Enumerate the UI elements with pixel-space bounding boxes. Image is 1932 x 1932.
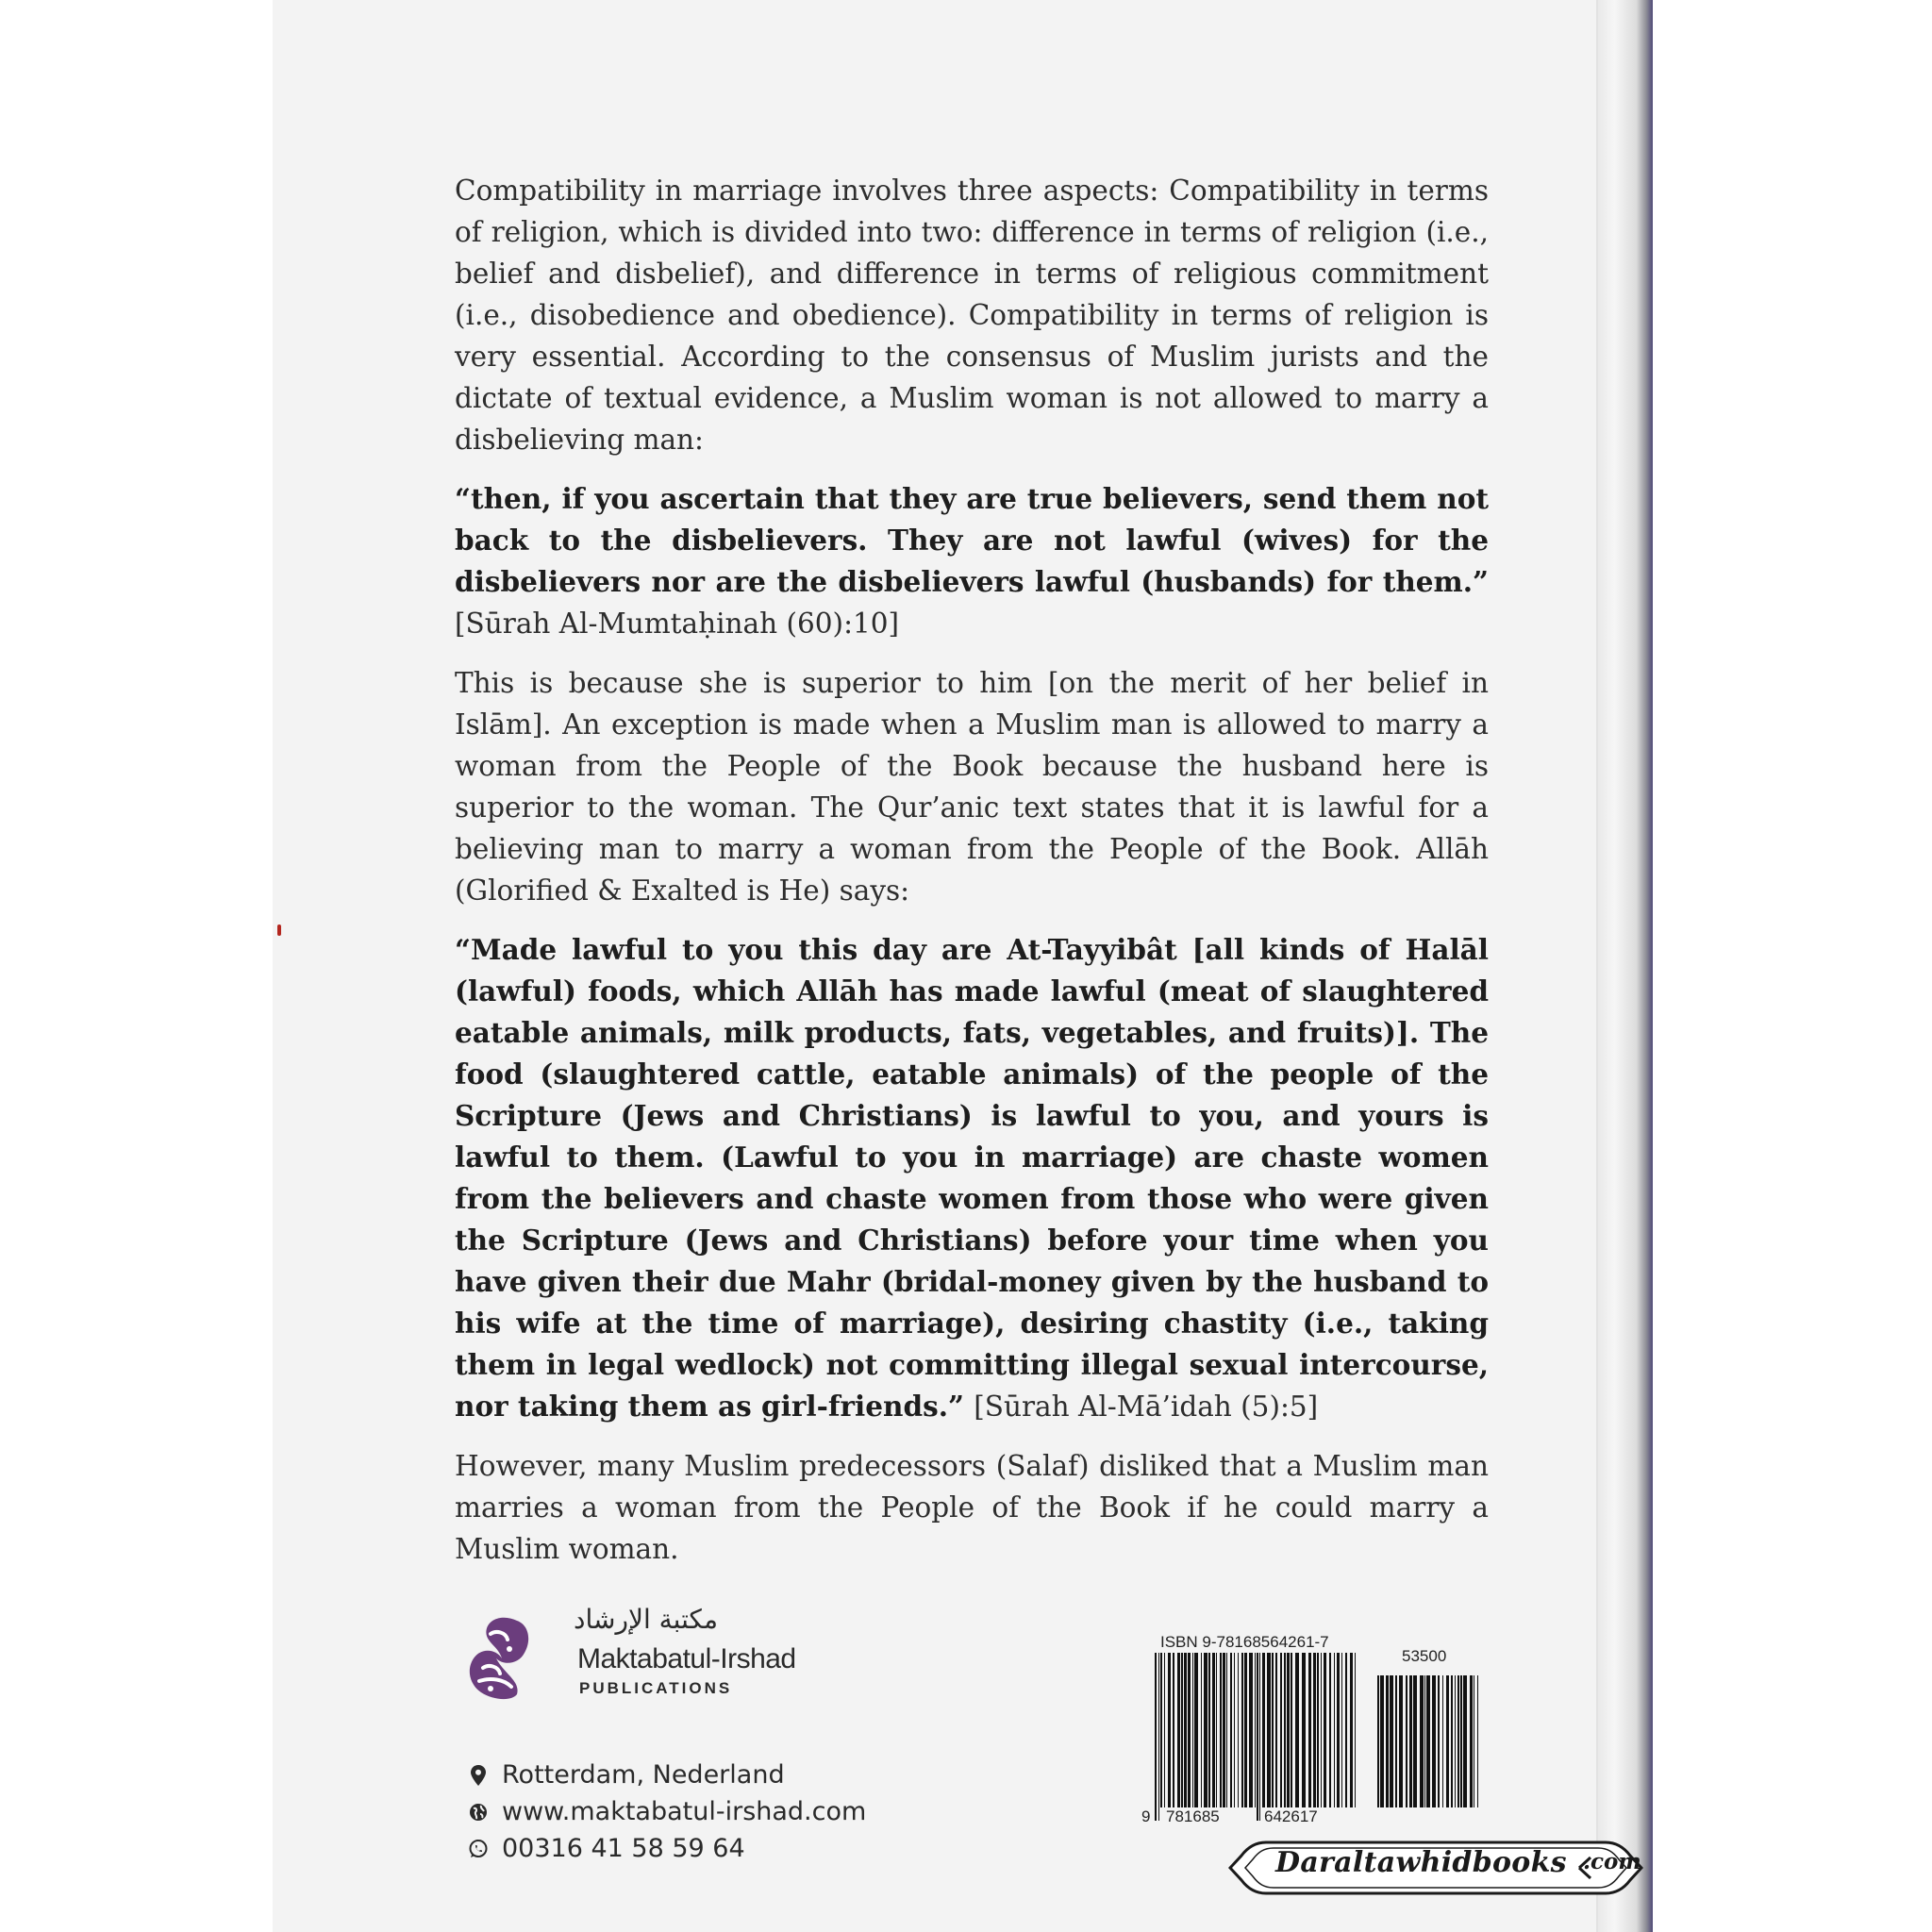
barcode-bar <box>1230 1653 1232 1807</box>
barcode-bar <box>1295 1653 1299 1807</box>
barcode-bar <box>1337 1653 1340 1807</box>
quran-quote-mumtahinah <box>455 478 1489 644</box>
barcode-bar <box>1275 1653 1277 1807</box>
barcode-bar <box>1380 1675 1384 1807</box>
barcode-bar <box>1201 1653 1202 1807</box>
barcode-bar <box>1249 1653 1253 1807</box>
barcode-bar <box>1341 1653 1342 1807</box>
quote-text: “Made lawful to you this day are At-Tayyibât [all kinds of Halāl (lawful) foods, which Allāh has made lawful (meat of slaughtered eatable animals, milk products, fats, vegetables, and fruits)]. The food (slaughtered cattle, eatable animals) of the people of the Scripture (Jews and Christians) is lawful to you, and yours is lawful to them. (Lawful to you in marriage) are chaste women from the believers and chaste women from those who were given the Scripture (Jews and Christians) before your time when you have given their due Mahr (bridal-money given by the husband to his wife at the time of marriage), desiring chastity (i.e., taking them in legal wedlock) not committing illegal sexual intercourse, nor taking them as girl-friends.” <box>455 933 1489 1423</box>
paragraph-exception: This is because she is superior to him [on the merit of her belief in Islām]. An exception is made when a Muslim man is allowed to marry a woman from the People of the Book because the husband here is superior to the woman. The Qur’anic text states that it is lawful for a believing man to marry a woman from the People of the Book. Allāh (Glorified & Exalted is He) says: <box>455 667 1489 907</box>
barcode-bar <box>1460 1675 1462 1807</box>
barcode-bar <box>1302 1653 1306 1807</box>
barcode-bar <box>1160 1653 1162 1807</box>
contact-location <box>466 1757 866 1793</box>
barcode-bar <box>1177 1653 1180 1807</box>
barcode-bar <box>1409 1675 1412 1807</box>
quote-reference: [Sūrah Al-Mā’idah (5):5] <box>974 1391 1319 1423</box>
barcode-bar <box>1184 1653 1187 1807</box>
contact-list <box>466 1757 866 1867</box>
website-text: www.maktabatul-irshad.com <box>502 1797 867 1826</box>
globe-icon <box>466 1803 491 1822</box>
barcode-bar <box>1216 1653 1217 1807</box>
barcode-bar <box>1244 1653 1247 1807</box>
quote-text: “then, if you ascertain that they are true believers, send them not back to the disbelievers. They are not lawful (wives) for the disbelievers nor are the disbelievers lawful (husbands) for them.” <box>455 482 1489 598</box>
barcode-bar <box>1399 1675 1403 1807</box>
barcode-bar <box>1334 1653 1335 1807</box>
publisher-arabic-name: مكتبة الإرشاد <box>574 1604 719 1635</box>
phone-text: 00316 41 58 59 64 <box>502 1834 745 1863</box>
barcode-bar <box>1463 1675 1467 1807</box>
barcode-bar <box>1324 1653 1326 1807</box>
publisher-logo-icon <box>462 1611 532 1702</box>
barcode-bar <box>1155 1653 1157 1821</box>
price-code-label: 53500 <box>1402 1647 1447 1665</box>
barcode-bar <box>1284 1653 1286 1807</box>
barcode-bar <box>1350 1653 1353 1807</box>
cover-text-block <box>455 170 1489 1588</box>
barcode-bar <box>1455 1675 1456 1807</box>
contact-phone <box>466 1830 866 1867</box>
isbn-barcode <box>1153 1653 1358 1821</box>
barcode-bar <box>1308 1653 1311 1807</box>
barcode-bar <box>1438 1675 1440 1807</box>
barcode-bar <box>1241 1653 1243 1807</box>
publisher-subtitle: PUBLICATIONS <box>579 1679 733 1697</box>
location-pin-icon <box>466 1765 491 1786</box>
barcode-bar <box>1291 1653 1292 1807</box>
ink-mark <box>277 924 281 936</box>
barcode-bar <box>1164 1653 1165 1807</box>
barcode-bar <box>1194 1653 1198 1807</box>
barcode-bar <box>1204 1653 1208 1807</box>
barcode-bar <box>1272 1653 1274 1807</box>
barcode-bar <box>1432 1675 1436 1807</box>
publisher-block <box>462 1604 858 1707</box>
barcode-bar <box>1313 1653 1316 1807</box>
barcode-bar <box>1188 1653 1191 1807</box>
barcode-bar <box>1234 1653 1235 1807</box>
barcode-bar <box>1223 1653 1225 1807</box>
barcode-bar <box>1220 1653 1222 1807</box>
barcode-bar <box>1329 1653 1331 1807</box>
barcode-bar <box>1280 1653 1282 1807</box>
isbn-label: ISBN 9-78168564261-7 <box>1160 1633 1329 1651</box>
barcode-bar <box>1255 1653 1256 1807</box>
barcode-bar <box>1158 1653 1159 1821</box>
barcode-bar <box>1406 1675 1407 1807</box>
barcode-bar <box>1257 1653 1258 1821</box>
barcode-bar <box>1451 1675 1453 1807</box>
barcode-bar <box>1212 1653 1215 1807</box>
contact-website <box>466 1793 866 1830</box>
barcode-bar <box>1226 1653 1227 1807</box>
barcode-bar <box>1390 1675 1393 1807</box>
watermark-text: Daraltawhidbooks <box>1275 1846 1567 1879</box>
book-spine-edge <box>1598 0 1653 1932</box>
quote-reference: [Sūrah Al-Mumtaḥinah (60):10] <box>455 608 900 640</box>
barcode-bar <box>1446 1675 1449 1807</box>
publisher-name: Maktabatul-Irshad <box>577 1643 796 1674</box>
barcode-bar <box>1181 1653 1183 1807</box>
barcode-bar <box>1395 1675 1397 1807</box>
whatsapp-icon <box>466 1839 491 1859</box>
barcode-bar <box>1287 1653 1290 1807</box>
barcode-digits-left: 781685 <box>1166 1807 1220 1825</box>
barcode-bar <box>1477 1675 1478 1807</box>
barcode-bar <box>1173 1653 1174 1807</box>
barcode-digits-right: 642617 <box>1264 1807 1318 1825</box>
barcode-bar <box>1262 1653 1265 1807</box>
location-text: Rotterdam, Nederland <box>502 1760 785 1790</box>
paragraph-intro: Compatibility in marriage involves three aspects: Compatibility in terms of religion, which is divided into two: difference in terms of religion (i.e., belief and disbelief), and difference in terms of religious commitment (i.e., disobedience and obedience). Compatibility in terms of religion is very essential. According to the consensus of Muslim jurists and the dictate of textual evidence, a Muslim woman is not allowed to marry a disbelieving man: <box>455 175 1489 456</box>
price-addon-barcode <box>1375 1675 1481 1821</box>
barcode-bar <box>1457 1675 1459 1807</box>
barcode-bar <box>1192 1653 1193 1807</box>
barcode-bar <box>1442 1675 1443 1807</box>
barcode-bar <box>1413 1675 1417 1807</box>
barcode-bar <box>1321 1653 1322 1807</box>
watermark-domain: .com <box>1583 1849 1641 1874</box>
barcode-bar <box>1355 1653 1356 1807</box>
barcode-bar <box>1420 1675 1424 1807</box>
quran-quote-maidah <box>455 929 1489 1427</box>
barcode-bar <box>1238 1653 1239 1807</box>
barcode-bar <box>1424 1675 1425 1807</box>
barcode-lead-digit: 9 <box>1141 1807 1151 1825</box>
barcode-bar <box>1259 1653 1260 1821</box>
barcode-bar <box>1317 1653 1319 1807</box>
barcode-bar <box>1168 1653 1171 1807</box>
barcode-bar <box>1426 1675 1430 1807</box>
barcode-bar <box>1377 1675 1379 1807</box>
barcode-bar <box>1386 1675 1389 1807</box>
paragraph-conclusion: However, many Muslim predecessors (Salaf) disliked that a Muslim man marries a woman from the People of the Book if he could marry a Muslim woman. <box>455 1450 1489 1565</box>
barcode-bar <box>1208 1653 1210 1807</box>
barcode-bar <box>1345 1653 1347 1807</box>
barcode-bar <box>1267 1653 1271 1807</box>
barcode-bar <box>1470 1675 1473 1807</box>
